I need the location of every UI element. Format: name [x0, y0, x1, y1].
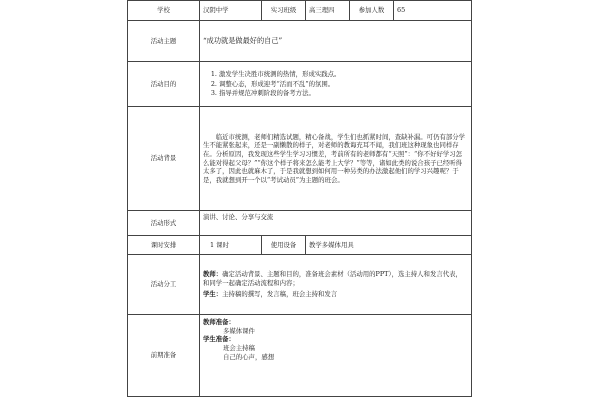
class-label: 实习班级 — [262, 1, 306, 21]
goals-row — [128, 62, 472, 107]
background-cell — [200, 107, 472, 211]
division-student-label: 学生： — [203, 290, 223, 299]
goal-item: 3. 指导并规范冲刺阶段的备考方法。 — [219, 89, 468, 98]
division-teacher — [203, 270, 468, 287]
header-row — [128, 1, 472, 21]
prep-teacher-label: 教师准备： — [203, 318, 235, 326]
people-value: 65 — [394, 1, 472, 21]
background-text: 临近市统测，老师们精选试题，精心备战，学生们也抓紧时间，查缺补漏。可仍有部分学生不能紧张起来，还是一副懒散的样子，对老师的教诲充耳不闻，我们班这种现象也同样存在。分析原因，我发现这些学生学习习惯差，考前所有的老师都有“天照”：“你不好好学习怎么能对得起父母？”“你这个样子将来怎么能考上大学？”等等，诸如此类的说合孩子已经听得太多了，因此也就麻木了，于是我就想到如何用一种另类的办法激起他们的学习兴趣呢？于是，我就想到开一个以“考试动员”为主题的班会。 — [203, 132, 466, 184]
theme-row — [128, 21, 472, 62]
background-label: 活动背景 — [128, 107, 200, 211]
prep-student-label: 学生准备： — [203, 335, 235, 344]
division-cell — [200, 255, 472, 315]
school-label: 学校 — [128, 1, 200, 21]
division-student-text: 主持稿的撰写，发言稿，班会主持和发言 — [222, 290, 338, 299]
goals-list — [203, 70, 468, 98]
equipment-value: 教学多媒体用具 — [306, 236, 472, 255]
division-teacher-text: 确定活动背景、主题和目的，准备班会素材（活动用的PPT），选主持人和发言代表，和同学一起确定活动流程和内容； — [203, 270, 462, 287]
goals-cell — [200, 62, 472, 107]
school-value: 汉阴中学 — [200, 1, 262, 21]
background-row — [128, 107, 472, 211]
goals-label: 活动目的 — [128, 62, 200, 107]
preparation-label: 前期准备 — [128, 315, 200, 397]
schedule-label: 课时安排 — [128, 236, 200, 255]
prep-student-item: 班会主持稿 — [223, 343, 255, 352]
schedule-row — [128, 236, 472, 255]
division-label: 活动分工 — [128, 255, 200, 315]
goal-item: 2. 调整心态，形成迎考“活而不乱”的氛围。 — [219, 80, 468, 89]
activity-plan-table — [127, 0, 472, 397]
division-teacher-label: 教师： — [203, 270, 223, 279]
preparation-cell — [200, 315, 472, 397]
format-value: 演讲、讨论、分享与交流 — [200, 211, 472, 236]
format-row — [128, 211, 472, 236]
goal-item: 1. 激发学生决胜市统测的热情，形成实践点。 — [219, 70, 468, 79]
people-label: 参加人数 — [350, 1, 394, 21]
division-student — [203, 290, 468, 299]
theme-label: 活动主题 — [128, 21, 200, 62]
format-label: 活动形式 — [128, 211, 200, 236]
prep-student-item: 自己的心声，感想 — [223, 352, 275, 361]
theme-value: “成功就是做最好的自己” — [200, 21, 472, 62]
preparation-row — [128, 315, 472, 397]
equipment-label: 使用设备 — [262, 236, 306, 255]
prep-teacher-item: 多媒体课件 — [223, 326, 255, 335]
class-value: 高三理四 — [306, 1, 350, 21]
schedule-hours: 1 课时 — [200, 236, 262, 255]
division-row — [128, 255, 472, 315]
